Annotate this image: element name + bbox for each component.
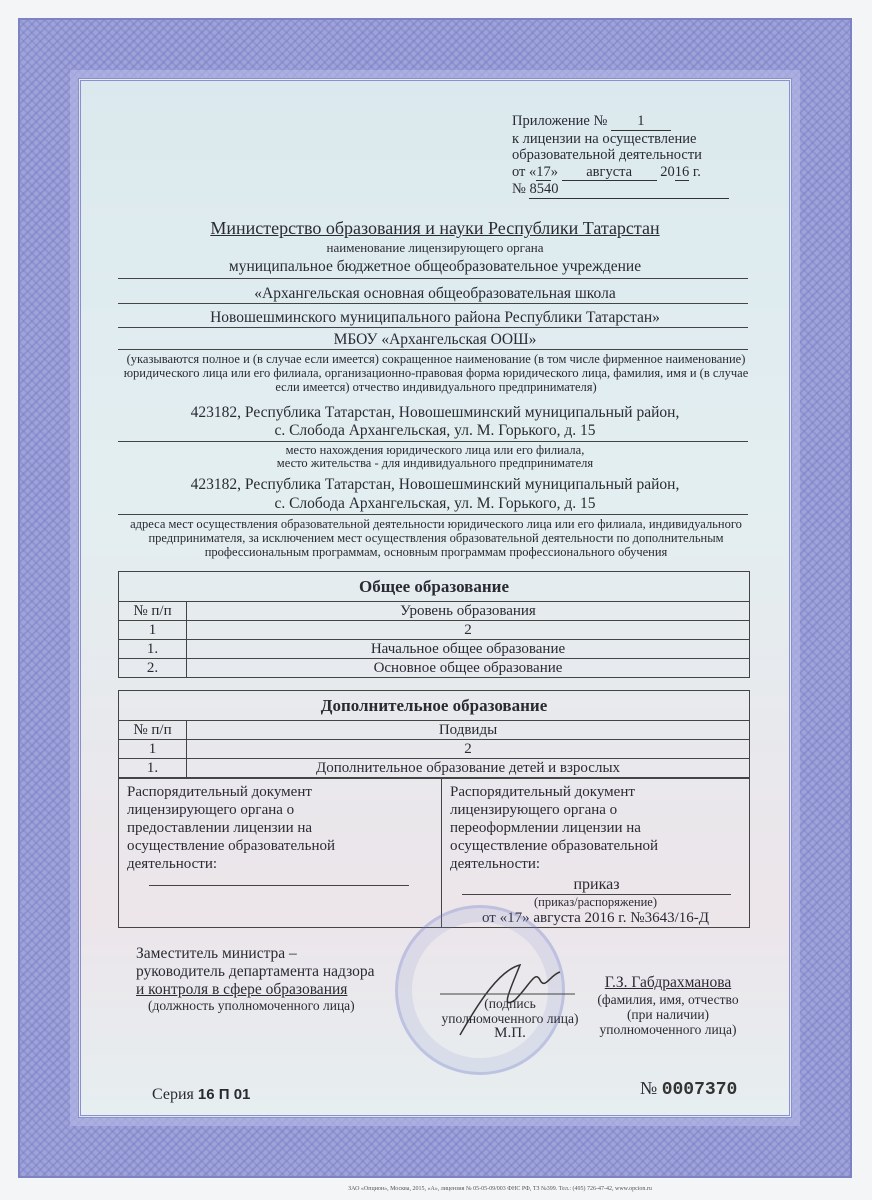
signature-caption bbox=[440, 996, 580, 1041]
appendix-line: образовательной деятельности bbox=[512, 147, 702, 163]
location-caption: место жительства - для индивидуального предпринимателя bbox=[276, 456, 594, 470]
appendix-number: 1 bbox=[611, 113, 671, 131]
printer-imprint: ЗАО «Опцион», Москва, 2015, «А», лицензия № 05-05-09/003 ФНС РФ, ТЗ №399. Тел.: (495) 726-47-42, www.opcion.ru bbox=[348, 1186, 652, 1192]
document-date-number: от «17» августа 2016 г. №3643/16-Д bbox=[482, 910, 709, 926]
table-cell: Основное общее образование bbox=[187, 659, 750, 678]
table-cell: 1 bbox=[119, 740, 187, 759]
table-cell: Начальное общее образование bbox=[187, 640, 750, 659]
signatory-name-block bbox=[588, 975, 748, 1037]
table-row bbox=[119, 659, 750, 678]
location-line: с. Слобода Архангельская, ул. М. Горького, д. 15 bbox=[274, 422, 596, 439]
blank-number-value: 0007370 bbox=[661, 1080, 738, 1100]
date-mid: » bbox=[550, 163, 559, 180]
activity-address-line: с. Слобода Архангельская, ул. М. Горького, д. 15 bbox=[274, 495, 596, 512]
column-header: № п/п bbox=[119, 721, 187, 740]
year-suffix: г. bbox=[692, 163, 701, 180]
position-caption: (должность уполномоченного лица) bbox=[148, 998, 355, 1013]
activity-address-line: 423182, Республика Татарстан, Новошешминский муниципальный район, bbox=[190, 476, 680, 493]
date-year: 16 bbox=[674, 163, 690, 180]
series-label: Серия bbox=[152, 1086, 194, 1103]
additional-education-table bbox=[118, 690, 750, 778]
table-title: Общее образование bbox=[119, 572, 750, 602]
date-day: 17 bbox=[536, 163, 551, 180]
sign-caption: (подпись bbox=[484, 996, 536, 1011]
org-caption: (указываются полное и (в случае если имеется) сокращенное наименование (в том числе фирменное наименование) юридического лица или его филиала, организационно-правовая форма юридического лица, фамилия, имя и (в случае если имеется) отчество индивидуального предпринимателя) bbox=[123, 352, 749, 394]
table-cell: Дополнительное образование детей и взрослых bbox=[187, 759, 750, 778]
date-month: августа bbox=[562, 164, 657, 182]
column-header: № п/п bbox=[119, 602, 187, 621]
table-row bbox=[119, 640, 750, 659]
sign-caption: уполномоченного лица) bbox=[441, 1011, 579, 1026]
grant-document-text: Распорядительный документ лицензирующего органа о предоставлении лицензии на осуществление образовательной деятельности: bbox=[127, 784, 335, 872]
year-prefix: 20 bbox=[660, 163, 675, 180]
org-line: «Архангельская основная общеобразовательная школа bbox=[254, 285, 616, 302]
name-caption: (фамилия, имя, отчество bbox=[597, 992, 739, 1007]
table-cell: 1. bbox=[119, 759, 187, 778]
position-line: Заместитель министра – bbox=[136, 945, 297, 962]
org-line: муниципальное бюджетное общеобразовательное учреждение bbox=[228, 258, 642, 275]
document-type-caption: (приказ/распоряжение) bbox=[533, 895, 658, 909]
name-caption: (при наличии) bbox=[626, 1007, 710, 1022]
series-value: 16 П 01 bbox=[197, 1086, 251, 1103]
activity-address-caption: адреса мест осуществления образовательной деятельности юридического лица или его филиала, индивидуального предпринимателя, за исключением мест осуществления образовательной деятельности по дополнительным профессиональным программам, основным программам профессионального обучения bbox=[130, 517, 742, 559]
appendix-block bbox=[512, 113, 729, 199]
table-cell: 2 bbox=[187, 621, 750, 640]
grant-document-box bbox=[118, 778, 442, 928]
appendix-line: к лицензии на осуществление bbox=[512, 130, 697, 147]
column-header: Подвиды bbox=[187, 721, 750, 740]
date-prefix: от « bbox=[512, 163, 537, 180]
table-row bbox=[119, 759, 750, 778]
signatory-name: Г.З. Габдрахманова bbox=[604, 974, 732, 991]
column-header: Уровень образования bbox=[187, 602, 750, 621]
general-education-table bbox=[118, 571, 750, 678]
org-line: Новошешминского муниципального района Республики Татарстан» bbox=[210, 309, 660, 326]
location-caption: место нахождения юридического лица или его филиала, bbox=[285, 443, 585, 457]
reissue-document-text: Распорядительный документ лицензирующего органа о переоформлении лицензии на осуществление образовательной деятельности: bbox=[450, 784, 658, 872]
blank-number bbox=[640, 1078, 737, 1100]
appendix-label: Приложение № bbox=[512, 113, 608, 129]
blank-number-label: № bbox=[640, 1078, 658, 1098]
document-type: приказ bbox=[462, 876, 731, 895]
position-line: и контроля в сфере образования bbox=[136, 981, 348, 998]
name-caption: уполномоченного лица) bbox=[599, 1022, 737, 1037]
location-line: 423182, Республика Татарстан, Новошешминский муниципальный район, bbox=[190, 404, 680, 421]
stamp-place-label: М.П. bbox=[494, 1025, 526, 1041]
authority-name: Министерство образования и науки Республики Татарстан bbox=[210, 218, 660, 238]
position-line: руководитель департамента надзора bbox=[136, 963, 375, 980]
table-cell: 2. bbox=[119, 659, 187, 678]
org-short-name: МБОУ «Архангельская ООШ» bbox=[333, 331, 537, 348]
table-cell: 1. bbox=[119, 640, 187, 659]
number-label: № bbox=[512, 181, 526, 197]
table-title: Дополнительное образование bbox=[119, 691, 750, 721]
signatory-position bbox=[136, 945, 375, 1013]
table-cell: 1 bbox=[119, 621, 187, 640]
table-cell: 2 bbox=[187, 740, 750, 759]
authority-caption: наименование лицензирующего органа bbox=[326, 240, 544, 255]
series bbox=[152, 1086, 250, 1104]
license-number: 8540 bbox=[529, 181, 729, 199]
